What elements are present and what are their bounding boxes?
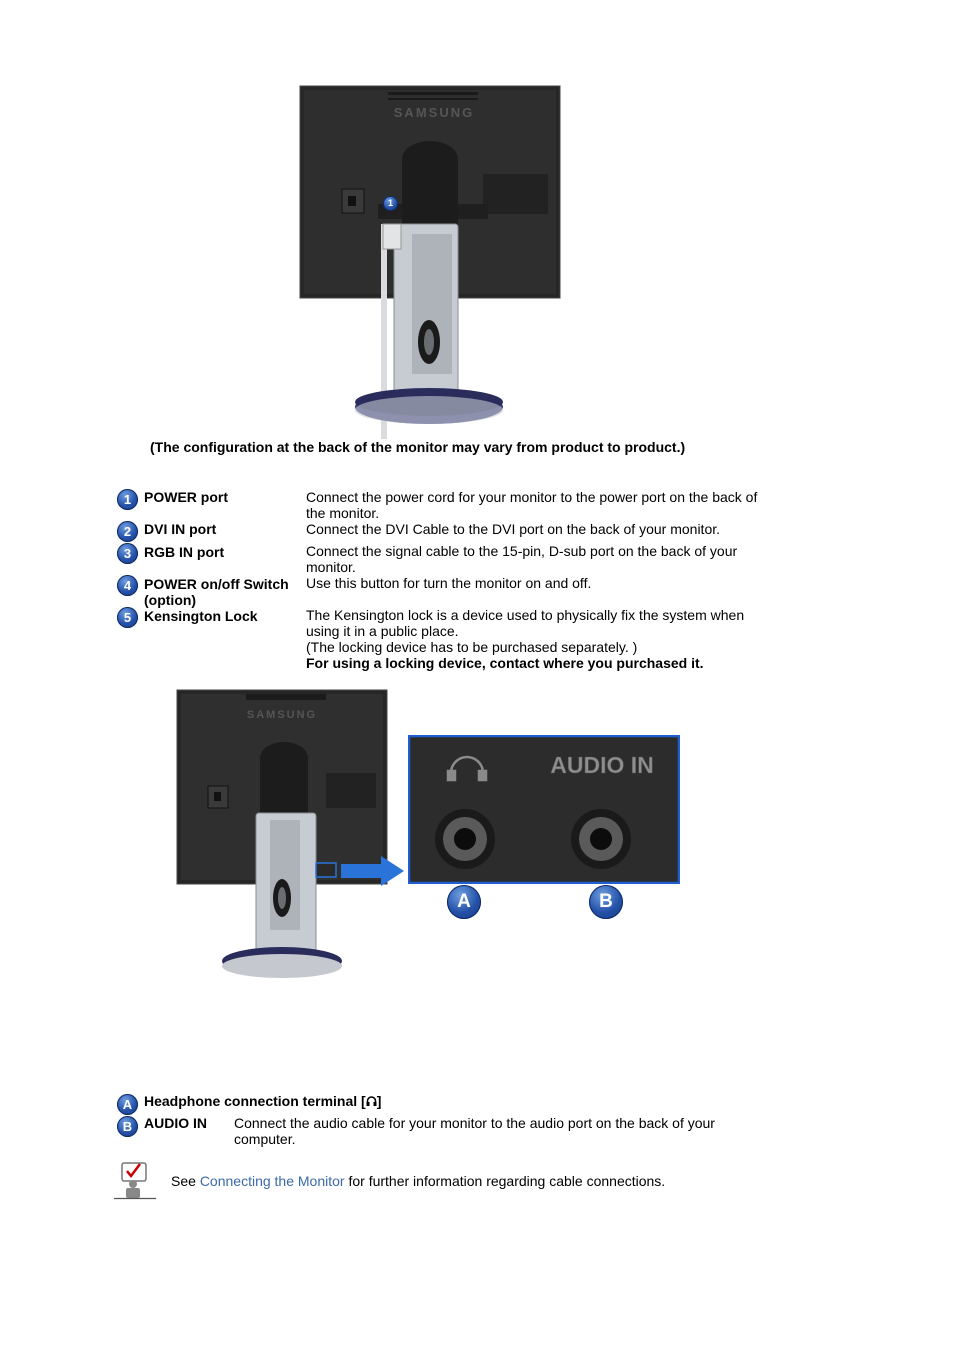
audio-badge-a: A [117,1094,138,1115]
kensington-desc-contact-note: For using a locking device, contact where you purchased it. [306,655,704,671]
port-desc-power-switch: Use this button for turn the monitor on and off. [306,575,592,591]
port-marker-1: 1 [383,196,398,211]
port-badge-5: 5 [117,607,138,628]
headphone-terminal-text: Headphone connection terminal [ [144,1093,366,1109]
kensington-desc-line: The Kensington lock is a device used to physically fix the system when using it in a public place. [306,607,745,639]
port-desc-kensington [306,607,766,671]
port-label-power: POWER port [144,489,228,505]
note-text [171,1173,665,1189]
note-suffix: for further information regarding cable connections. [344,1173,666,1189]
port-label-power-switch: POWER on/off Switch (option) [144,576,289,608]
audio-badge-b: B [117,1116,138,1137]
port-desc-power: Connect the power cord for your monitor to the power port on the back of the monitor. [306,489,758,521]
closeup-badge-b: B [589,885,623,919]
audio-ports-closeup [408,735,680,884]
audio-in-label: AUDIO IN [144,1115,207,1131]
port-label-kensington: Kensington Lock [144,608,258,624]
headphone-icon [366,1095,377,1107]
headphone-terminal-label [144,1093,381,1109]
port-label-dvi: DVI IN port [144,521,217,537]
note-prefix: See [171,1173,200,1189]
port-desc-dvi: Connect the DVI Cable to the DVI port on the back of your monitor. [306,521,721,537]
headphone-terminal-bracket: ] [376,1093,382,1109]
closeup-badge-a: A [447,885,481,919]
port-badge-2: 2 [117,521,138,542]
connecting-monitor-link[interactable]: Connecting the Monitor [199,1173,345,1189]
svg-text:SAMSUNG: SAMSUNG [246,709,318,721]
port-badge-3: 3 [117,543,138,564]
monitor-back-photo [298,84,563,440]
port-badge-4: 4 [117,575,138,596]
svg-text:SAMSUNG: SAMSUNG [393,105,475,120]
monitor-back-small-photo [176,688,411,983]
configuration-caption: (The configuration at the back of the monitor may vary from product to product.) [150,439,686,455]
note-icon [112,1162,158,1200]
svg-text:AUDIO IN: AUDIO IN [550,752,654,778]
port-desc-rgb: Connect the signal cable to the 15-pin, D-sub port on the back of your monitor. [306,543,738,575]
port-label-rgb: RGB IN port [144,544,225,560]
audio-in-desc: Connect the audio cable for your monitor to the audio port on the back of your computer. [234,1115,715,1147]
port-badge-1: 1 [117,489,138,510]
kensington-desc-purchase-note: (The locking device has to be purchased separately. ) [306,639,638,655]
